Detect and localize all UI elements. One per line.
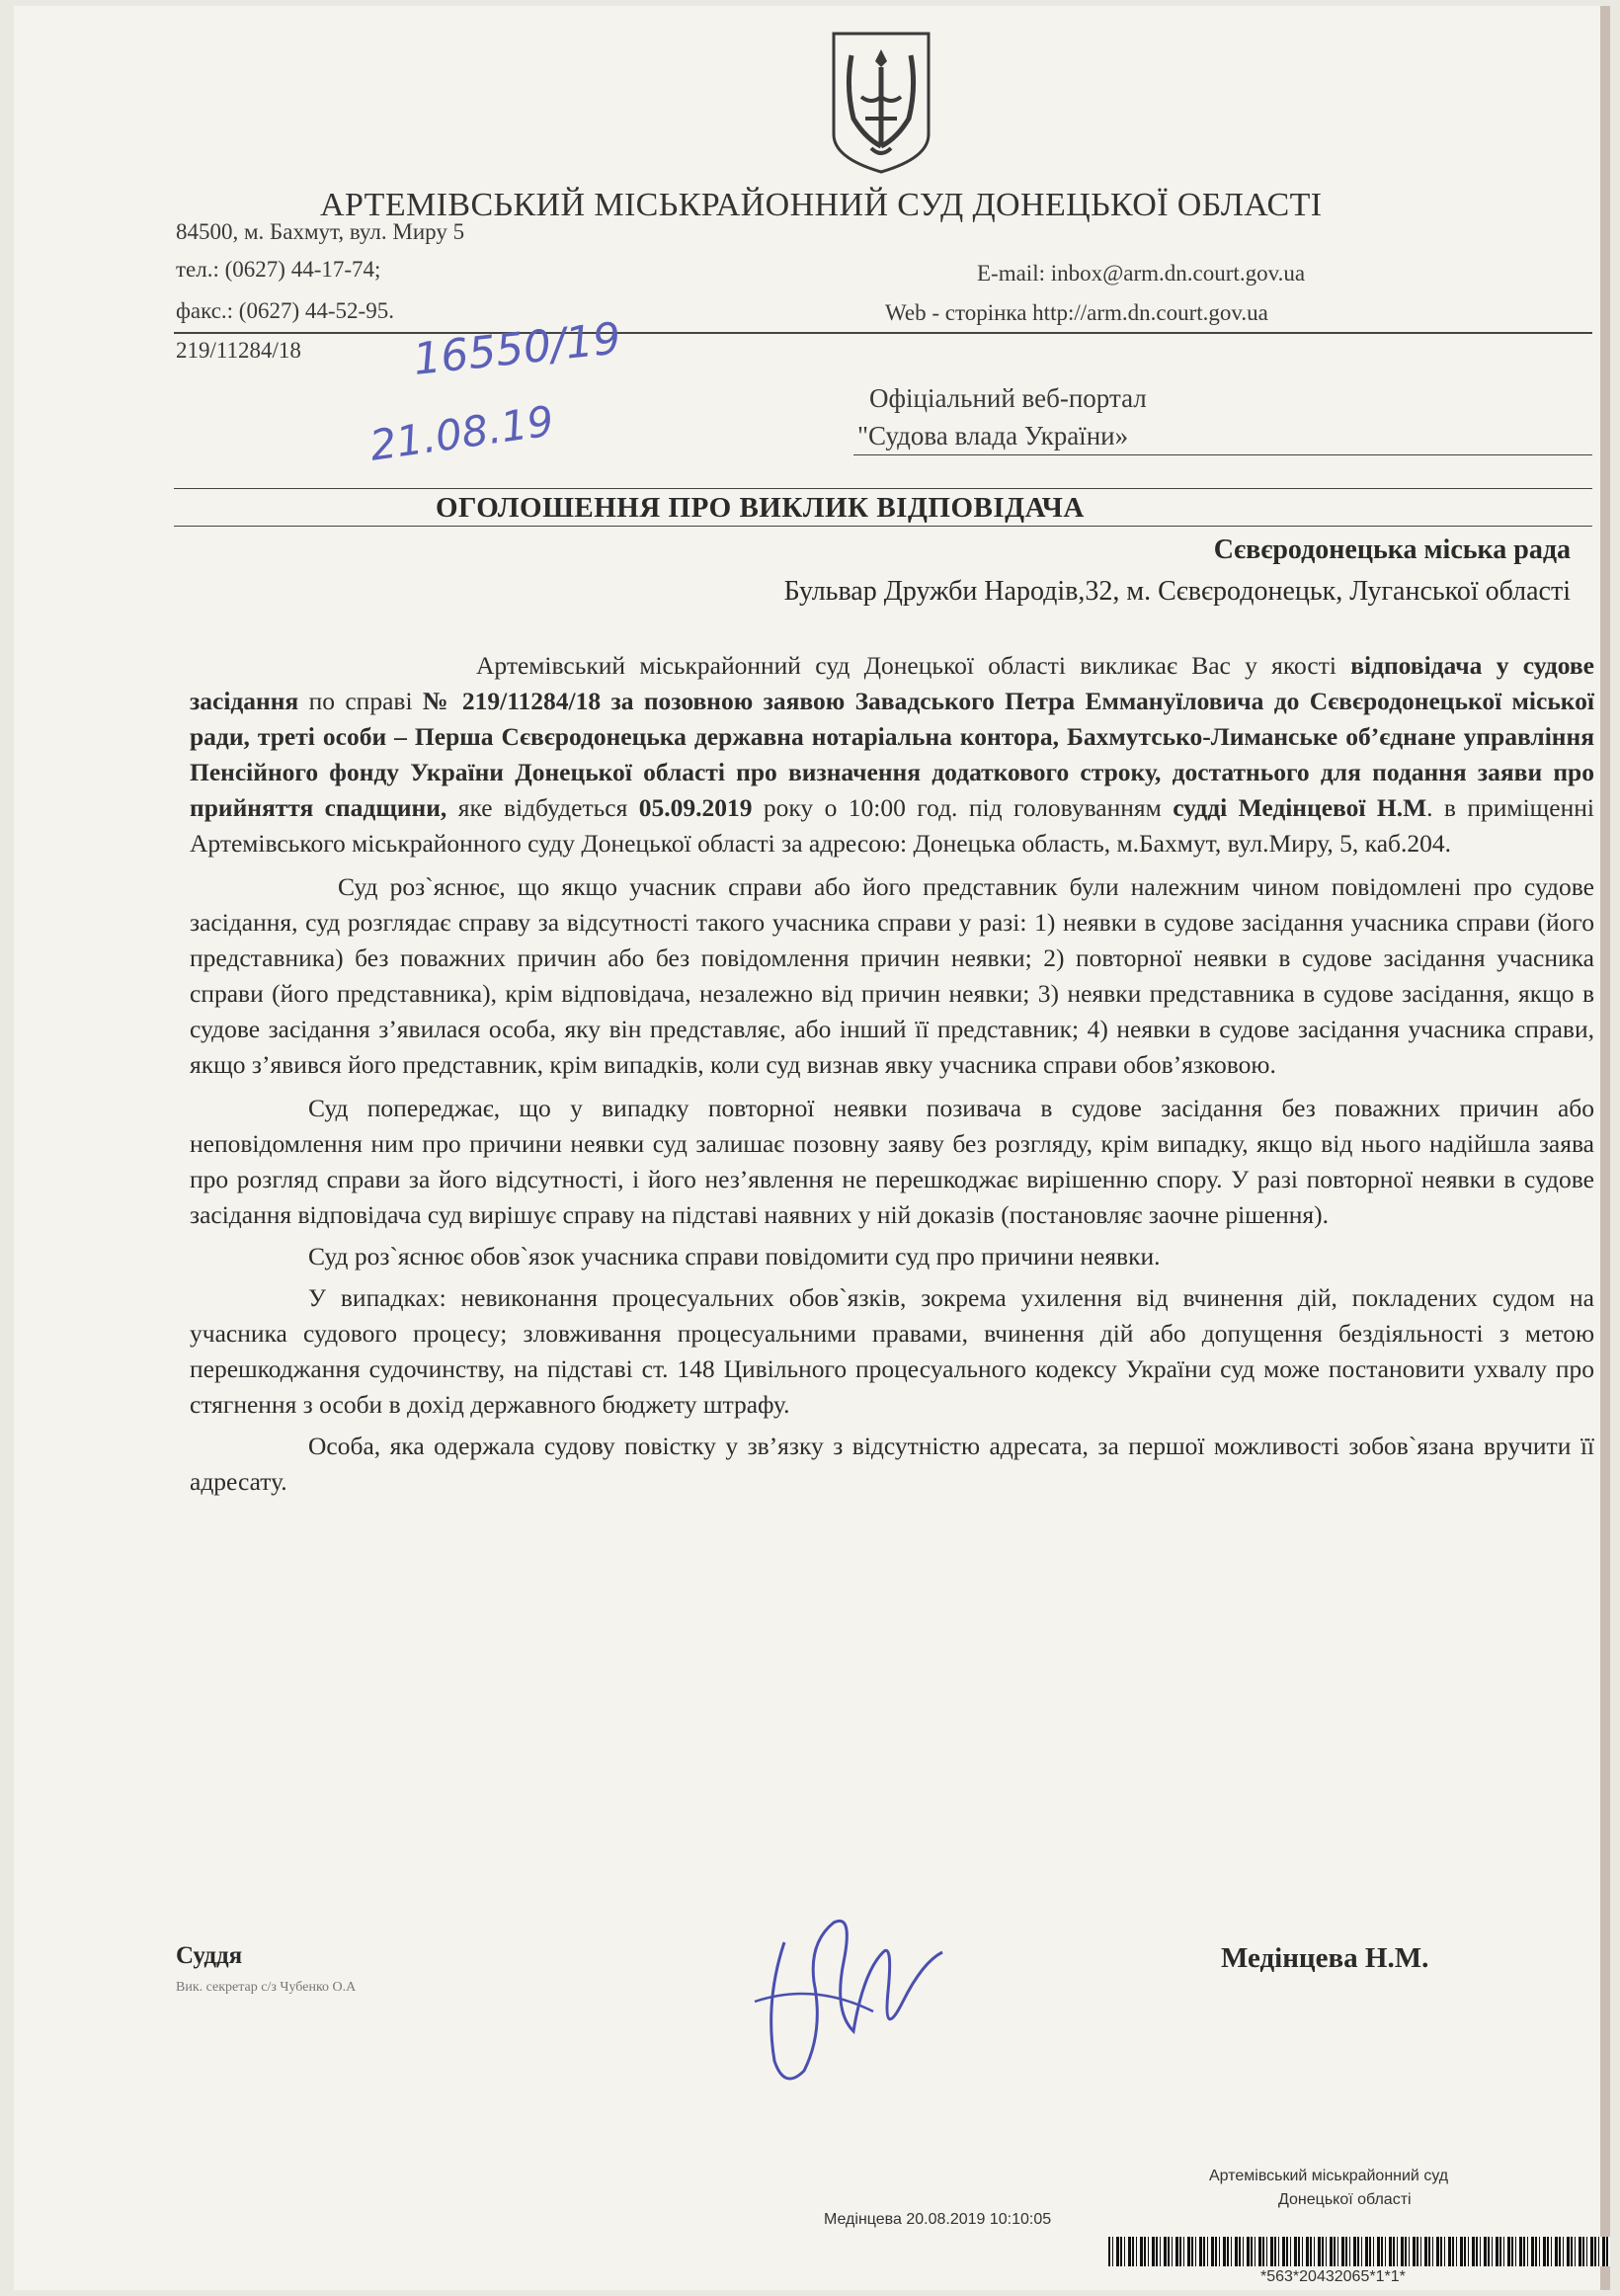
paragraph-penalties: У випадках: невиконання процесуальних обов`язків, зокрема ухилення від вчинення дій, покладених судом на учасника судового процесу; зловживання процесуальними правами, вчинення дій або допущення бездіяльності з метою перешкоджання судочинству, на підставі ст. 148 Цивільного процесуального кодексу України суд може постановити ухвалу про стягнення з особи в дохід державного бюджету штрафу. — [190, 1283, 1594, 1419]
court-fax: факс.: (0627) 44-52-95. — [176, 298, 394, 323]
paragraph-absence-rules: Суд роз`яснює, що якщо учасник справи або його представник були належним чином повідомлені про судове засідання, суд розглядає справу за відсутності такого учасника справи у разі: 1) неявки в судове засідання учасника справи (його представника) без поважних причин або без повідомлення причин неявки; 2) повторної неявки в судове засідання учасника справи (його представника), крім відповідача, незалежно від причин неявки; 3) неявки представника в судове засідання, якщо в судове засідання з’явилася особа, яку він представляє, або інший її представник; 4) неявки в судове засідання учасника справи, якщо з’явився його представник, крім випадків, коли суд визнав явку учасника справи обов’язковою. — [190, 872, 1594, 1079]
judge-name: Медінцева Н.М. — [1221, 1942, 1429, 1974]
announcement-title: ОГОЛОШЕННЯ ПРО ВИКЛИК ВІДПОВІДАЧА — [436, 492, 1085, 524]
footer-court-line1: Артемівський міськрайонний суд — [1209, 2168, 1449, 2184]
portal-underline — [853, 454, 1592, 455]
court-name: АРТЕМІВСЬКИЙ МІСЬКРАЙОННИЙ СУД ДОНЕЦЬКОЇ ОБЛАСТІ — [320, 187, 1323, 223]
barcode-text: *563*20432065*1*1* — [1260, 2268, 1406, 2285]
court-website: Web - сторінка http://arm.dn.court.gov.ua — [885, 300, 1268, 325]
recipient-name: Сєвєродонецька міська рада — [1213, 534, 1571, 565]
portal-subname: "Судова влада України» — [857, 421, 1129, 451]
secretary-note: Вик. секретар с/з Чубенко О.А — [176, 1980, 357, 1995]
handwritten-registration-number: 16550/19 — [410, 313, 623, 385]
footer-court-line2: Донецької області — [1278, 2191, 1412, 2208]
coat-of-arms-icon — [826, 28, 936, 176]
footer-stamp: Медінцева 20.08.2019 10:10:05 — [824, 2211, 1052, 2228]
recipient-address: Бульвар Дружби Народів,32, м. Сєвєродонецьк, Луганської області — [783, 576, 1571, 607]
title-top-rule — [174, 488, 1592, 489]
header-divider — [174, 332, 1592, 334]
paragraph-warning: Суд попереджає, що у випадку повторної неявки позивача в судове засідання без поважних причин або неповідомлення ним про причини неявки суд залишає позовну заяву без розгляду, крім випадку, якщо від нього надійшла заява про розгляд справи за його відсутності, і його нез’явлення не перешкоджає вирішенню спору. У разі повторної неявки в судове засідання відповідача суд вирішує справу на підставі наявних у ній доказів (постановляє заочне рішення). — [190, 1094, 1594, 1229]
paragraph-delivery: Особа, яка одержала судову повістку у зв’язку з відсутністю адресата, за першої можливості зобов`язана вручити її адресату. — [190, 1432, 1594, 1496]
portal-name: Офіціальний веб-портал — [869, 383, 1147, 413]
court-address: 84500, м. Бахмут, вул. Миру 5 — [176, 219, 465, 244]
handwritten-signature-icon — [725, 1883, 952, 2100]
handwritten-registration-date: 21.08.19 — [366, 396, 557, 470]
paragraph-summons: Артемівський міськрайонний суд Донецької області викликає Вас у якості відповідача у судове засідання по справі № 219/11284/18 за позовною заявою Завадського Петра Еммануїловича до Сєвєродонецької міської ради, треті особи – Перша Сєвєродонецька державна нотаріальна контора, Бахмутсько-Лиманське об’єднане управління Пенсійного фонду України Донецької області про визначення додаткового строку, достатнього для подання заяви про прийняття спадщини, яке відбудеться 05.09.2019 року о 10:00 год. під головуванням судді Медінцевої Н.М. в приміщенні Артемівського міськрайонного суду Донецької області за адресою: Донецька область, м.Бахмут, вул.Миру, 5, каб.204. — [190, 651, 1594, 858]
court-email: E-mail: inbox@arm.dn.court.gov.ua — [977, 261, 1306, 286]
court-phone: тел.: (0627) 44-17-74; — [176, 257, 381, 282]
document-page — [14, 6, 1610, 2290]
paragraph-duty-notify: Суд роз`яснює обов`язок учасника справи повідомити суд про причини неявки. — [308, 1242, 1161, 1271]
summons-text — [190, 648, 1594, 1500]
judge-label: Суддя — [176, 1942, 243, 1969]
title-bottom-rule — [174, 526, 1592, 527]
case-number: 219/11284/18 — [176, 338, 301, 363]
barcode — [1108, 2237, 1610, 2266]
